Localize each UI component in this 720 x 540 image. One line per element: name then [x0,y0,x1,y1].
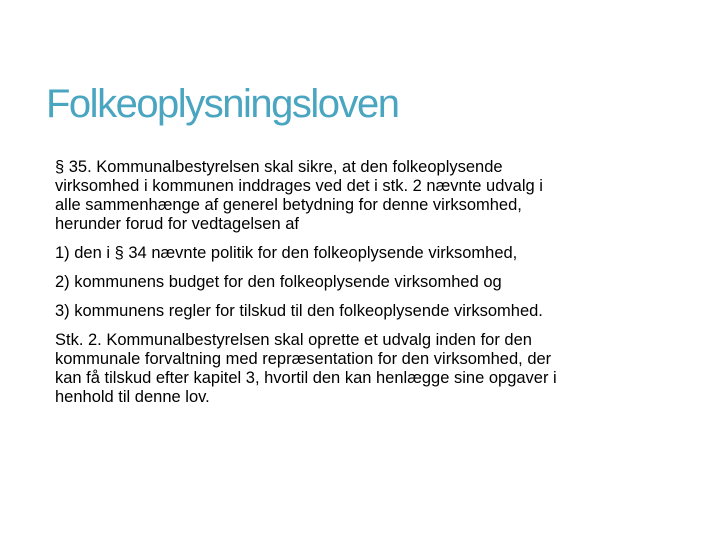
text-line: virksomhed i kommunen inddrages ved det i stk. 2 nævnte udvalg i [55,177,543,195]
text-line: 1) den i § 34 nævnte politik for den folkeoplysende virksomhed, [55,244,518,262]
slide-title: Folkeoplysningsloven [46,82,399,126]
text-line: alle sammenhænge af generel betydning for denne virksomhed, [55,196,522,214]
slide-body [55,158,695,417]
list-item-3 [55,302,695,321]
text-line: 3) kommunens regler for tilskud til den folkeoplysende virksomhed. [55,302,543,320]
text-line: Stk. 2. Kommunalbestyrelsen skal oprette et udvalg inden for den [55,331,532,349]
text-line: henhold til denne lov. [55,388,210,406]
list-item-1 [55,244,695,263]
text-line: kan få tilskud efter kapitel 3, hvortil den kan henlægge sine opgaver i [55,369,557,387]
text-line: 2) kommunens budget for den folkeoplysende virksomhed og [55,273,502,291]
text-line: § 35. Kommunalbestyrelsen skal sikre, at den folkeoplysende [55,158,503,176]
list-item-2 [55,273,695,292]
paragraph-stk-2 [55,331,695,407]
paragraph-35 [55,158,695,234]
text-line: herunder forud for vedtagelsen af [55,215,299,233]
text-line: kommunale forvaltning med repræsentation for den virksomhed, der [55,350,552,368]
